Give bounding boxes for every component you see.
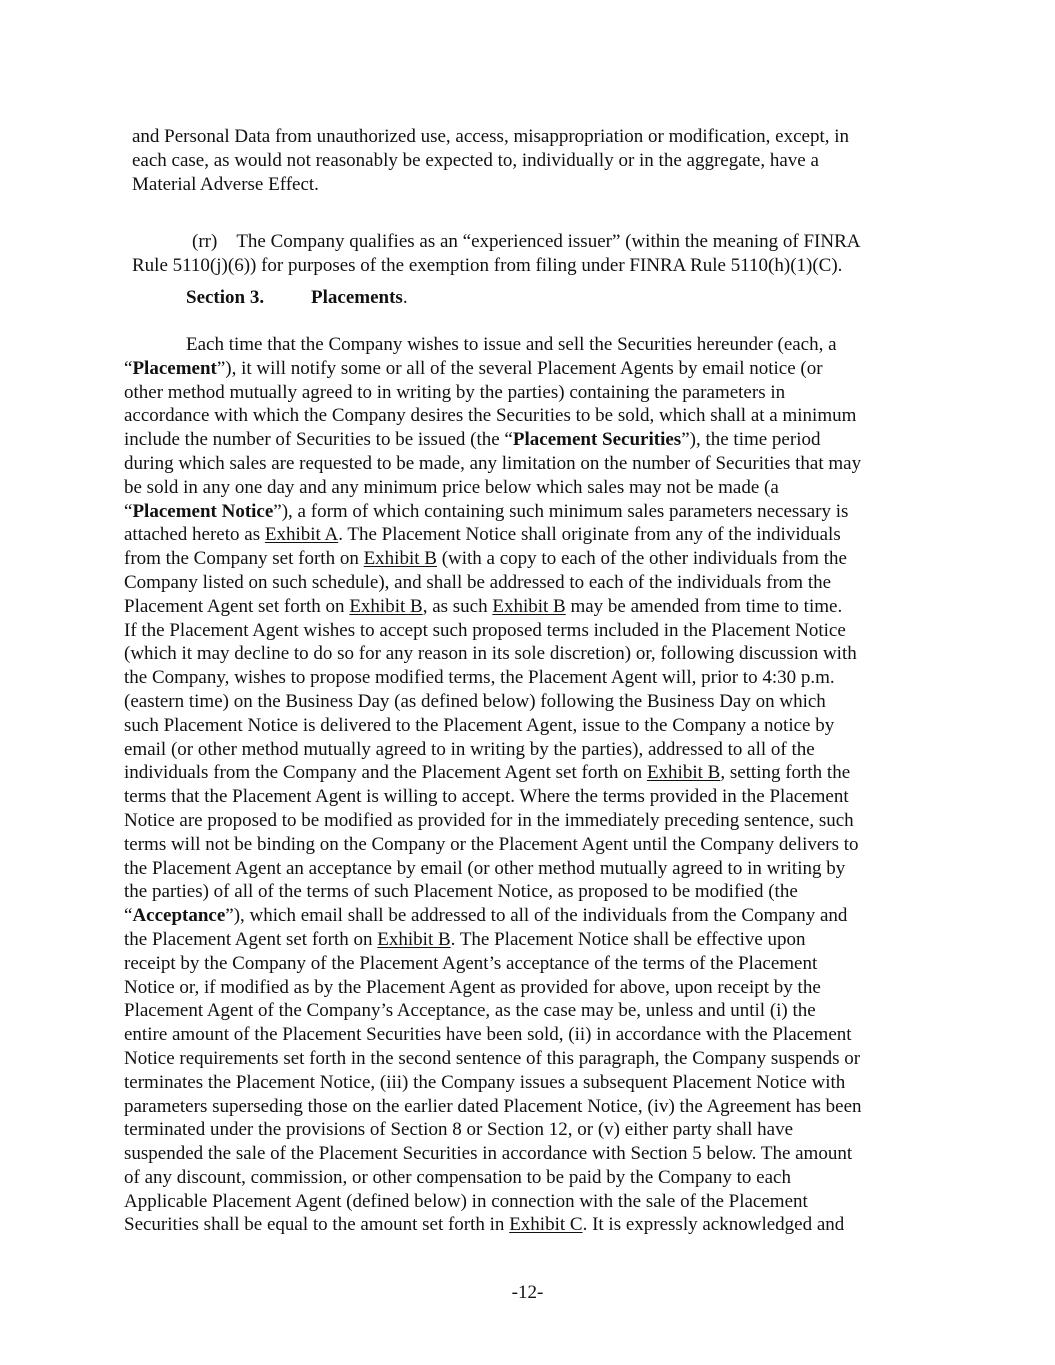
text-run: “ xyxy=(124,905,133,927)
text-line: (eastern time) on the Business Day (as defined below) following the Business Day on which xyxy=(124,690,826,712)
text-line: If the Placement Agent wishes to accept such proposed terms included in the Placement Notice xyxy=(124,619,846,641)
text-line xyxy=(124,428,862,452)
text-line: Company listed on such schedule), and shall be addressed to each of the individuals from the xyxy=(124,571,832,593)
text-run: ”), a form of which containing such minimum sales parameters necessary is xyxy=(273,500,849,522)
clause-text: The Company qualifies as an “experienced issuer” (within the meaning of FINRA xyxy=(236,231,861,252)
text-run: , as such xyxy=(422,595,493,617)
text-line: the Company, wishes to propose modified terms, the Placement Agent will, prior to 4:30 p.m. xyxy=(124,667,835,689)
exhibit-reference: Exhibit B xyxy=(377,928,451,950)
text-run: include the number of Securities to be issued (the “ xyxy=(124,429,513,451)
text-line: Applicable Placement Agent (defined below) in connection with the sale of the Placement xyxy=(124,1190,808,1212)
section-number: Section 3. xyxy=(186,287,265,308)
exhibit-reference: Exhibit A xyxy=(264,524,339,546)
text-run: . The Placement Notice shall originate from any of the individuals xyxy=(338,524,841,546)
exhibit-reference: Exhibit B xyxy=(646,762,721,784)
text-line xyxy=(124,928,862,952)
text-run: ”), the time period xyxy=(681,429,821,451)
text-line: Notice are proposed to be modified as provided for in the immediately preceding sentence, such xyxy=(124,809,854,831)
text-line xyxy=(124,357,862,381)
exhibit-reference: Exhibit B xyxy=(349,595,423,617)
text-line xyxy=(124,547,862,571)
text-run: may be amended from time to time. xyxy=(565,595,843,617)
text-run: “ xyxy=(124,500,133,522)
text-line: email (or other method mutually agreed to in writing by the parties), addressed to all of the xyxy=(124,738,815,760)
section-heading xyxy=(186,286,408,310)
text-line: Placement Agent of the Company’s Acceptance, as the case may be, unless and until (i) the xyxy=(124,1000,816,1022)
section-title-period: . xyxy=(402,287,408,308)
defined-term: Placement Notice xyxy=(132,500,274,522)
text-run: , setting forth the xyxy=(720,762,851,784)
text-line: such Placement Notice is delivered to the Placement Agent, issue to the Company a notice by xyxy=(124,714,835,736)
text-line: suspended the sale of the Placement Securities in accordance with Section 5 below. The amount xyxy=(124,1143,853,1165)
text-line xyxy=(132,230,861,254)
text-line: other method mutually agreed to in writing by the parties) containing the parameters in xyxy=(124,381,786,403)
text-line: Notice requirements set forth in the second sentence of this paragraph, the Company suspends or xyxy=(124,1047,861,1069)
text-line: Material Adverse Effect. xyxy=(132,173,319,195)
text-line xyxy=(124,595,862,619)
text-run: ”), which email shall be addressed to all of the individuals from the Company and xyxy=(225,905,848,927)
text-line: and Personal Data from unauthorized use, access, misappropriation or modification, except, in xyxy=(132,126,850,147)
text-line: during which sales are requested to be made, any limitation on the number of Securities that may xyxy=(124,452,862,474)
text-run: . The Placement Notice shall be effective upon xyxy=(450,928,806,950)
text-line: (which it may decline to do so for any reason in its sole discretion) or, following discussion with xyxy=(124,643,857,665)
text-run: . It is expressly acknowledged and xyxy=(582,1214,845,1236)
text-run: from the Company set forth on xyxy=(124,548,364,570)
exhibit-reference: Exhibit B xyxy=(363,548,437,570)
text-line: the Placement Agent an acceptance by email (or other method mutually agreed to in writing by xyxy=(124,857,846,879)
exhibit-reference: Exhibit B xyxy=(492,595,566,617)
text-line: receipt by the Company of the Placement Agent’s acceptance of the terms of the Placement xyxy=(124,952,818,974)
section-title: Placements xyxy=(311,287,403,308)
text-line: Each time that the Company wishes to issue and sell the Securities hereunder (each, a xyxy=(186,334,837,355)
text-line: parameters superseding those on the earlier dated Placement Notice, (iv) the Agreement has been xyxy=(124,1095,862,1117)
text-run: attached hereto as xyxy=(124,524,265,546)
continuation-paragraph xyxy=(132,125,849,196)
text-line: each case, as would not reasonably be expected to, individually or in the aggregate, have a xyxy=(132,149,819,171)
text-line: terminates the Placement Notice, (iii) the Company issues a subsequent Placement Notice with xyxy=(124,1071,846,1093)
defined-term: Placement xyxy=(132,357,217,379)
text-run: the Placement Agent set forth on xyxy=(124,928,378,950)
text-run: (with a copy to each of the other individuals from the xyxy=(436,548,847,570)
text-line: Notice or, if modified as by the Placement Agent as provided for above, upon receipt by the xyxy=(124,976,821,998)
text-line xyxy=(124,1213,862,1237)
text-run: individuals from the Company and the Placement Agent set forth on xyxy=(124,762,647,784)
defined-term: Placement Securities xyxy=(512,429,682,451)
text-line: terms that the Placement Agent is willing to accept. Where the terms provided in the Placement xyxy=(124,786,849,808)
text-line xyxy=(124,904,862,928)
text-run: Securities shall be equal to the amount set forth in xyxy=(124,1214,510,1236)
exhibit-reference: Exhibit C xyxy=(509,1214,583,1236)
text-line: be sold in any one day and any minimum price below which sales may not be made (a xyxy=(124,476,779,498)
clause-marker: (rr) xyxy=(192,231,218,252)
text-line: the parties) of all of the terms of such Placement Notice, as proposed to be modified (the xyxy=(124,881,798,903)
clause-rr-paragraph xyxy=(132,230,861,278)
text-line: of any discount, commission, or other compensation to be paid by the Company to each xyxy=(124,1166,791,1188)
defined-term: Acceptance xyxy=(132,905,226,927)
text-line: terminated under the provisions of Section 8 or Section 12, or (v) either party shall have xyxy=(124,1119,794,1141)
text-line: Rule 5110(j)(6)) for purposes of the exemption from filing under FINRA Rule 5110(h)(1)(C). xyxy=(132,254,843,276)
placements-paragraph xyxy=(124,333,862,1237)
text-line xyxy=(124,761,862,785)
text-run: “ xyxy=(124,357,133,379)
text-line: entire amount of the Placement Securities have been sold, (ii) in accordance with the Placement xyxy=(124,1024,852,1046)
text-line xyxy=(124,523,862,547)
text-line: terms will not be binding on the Company or the Placement Agent until the Company delivers to xyxy=(124,833,859,855)
text-run: ”), it will notify some or all of the several Placement Agents by email notice (or xyxy=(216,357,823,379)
text-line: accordance with which the Company desires the Securities to be sold, which shall at a minimum xyxy=(124,405,857,427)
page-number: -12- xyxy=(511,1282,544,1303)
text-line xyxy=(124,500,862,524)
text-run: Placement Agent set forth on xyxy=(124,595,350,617)
